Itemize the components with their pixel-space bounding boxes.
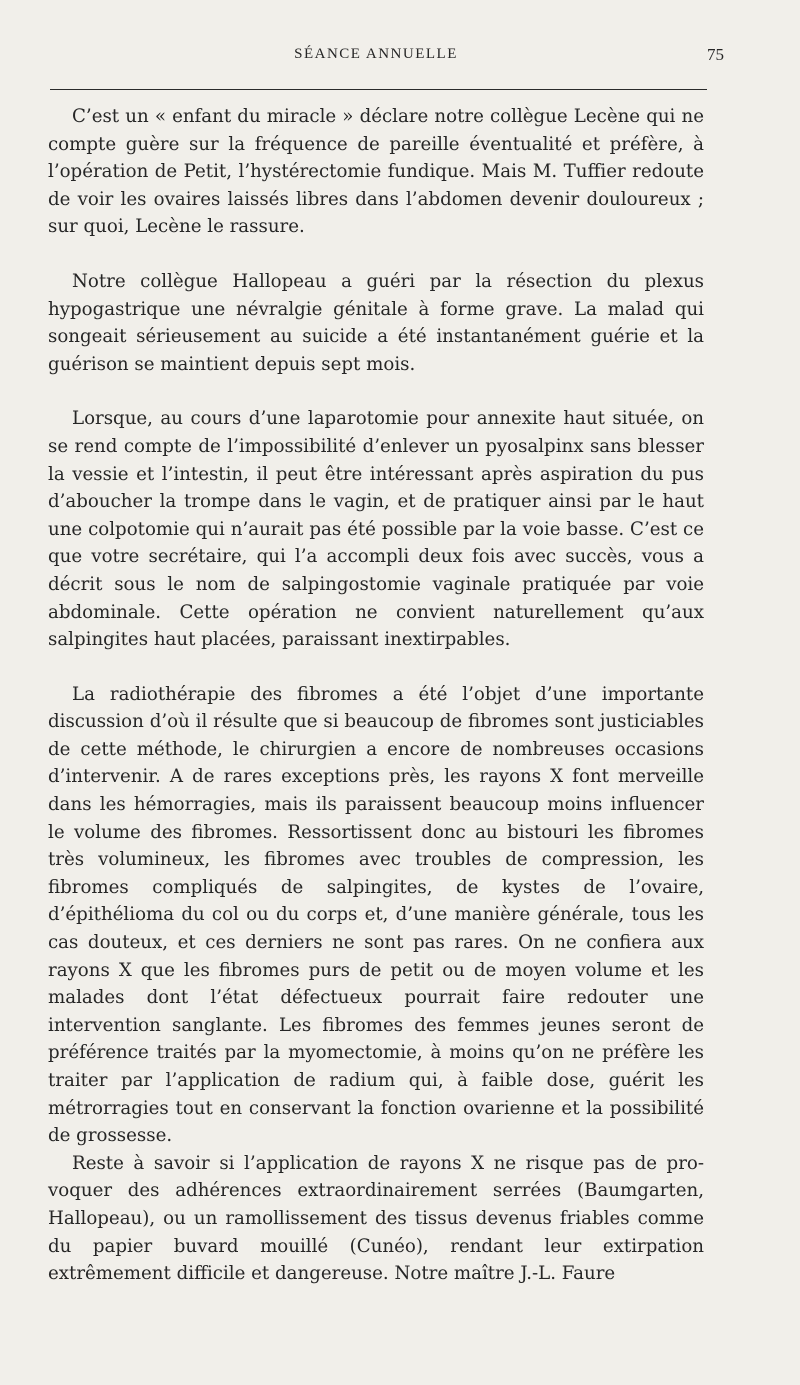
page-number: 75 (707, 45, 724, 64)
paragraph-radiotherapie: La radiothérapie des fibromes a été l’objet d’une importante discussion d’où il résulte que si beaucoup de fibromes sont justiciables de cette méthode, le chirurgien a encore de nombreuses occasions d’intervenir. A de rares exceptions près, les rayons X font merveille dans les hémorragies, mais ils paraissent beaucoup moins influencer le volume des fibromes. Ressortissent donc au bistouri les fibromes très volumineux, les fibromes avec troubles de compression, les fibromes compliqués de salpingites, de kystes de l’ovaire, d’épithélioma du col ou du corps et, d’une manière générale, tous les cas douteux, et ces derniers ne sont pas rares. On ne confiera aux rayons X que les fibromes purs de petit ou de moyen volume et les malades dont l’état défectueux pourrait faire redouter une intervention sanglante. Les fibromes des femmes jeunes seront de préférence traités par la myomectomie, à moins qu’on ne préfère les traiter par l’application de radium qui, à faible dose, guérit les métrorragies tout en conservant la fonction ovarienne et la possibilité de grossesse. (48, 683, 704, 1147)
header-rule (50, 89, 707, 90)
running-title: SÉANCE ANNUELLE (294, 46, 458, 62)
paragraph-rayons-x: Reste à savoir si l’application de rayons X ne risque pas de provoquer des adhérences extraordinairement serrées (Baumgarten, Hallopeau), ou un ramollissement des tissus devenus friables comme du papier buvard mouillé (Cunéo), rendant leur extirpation extrêmement difficile et dangereuse. Notre maître J.-L. Faure (48, 1152, 704, 1285)
page-header (48, 45, 724, 74)
body-text (48, 103, 704, 1288)
paragraph-salpingostomie: Lorsque, au cours d’une laparotomie pour annexite haut située, on se rend compte de l’impossibilité d’enlever un pyosalpinx sans blesser la vessie et l’intestin, il peut être intéressant après aspiration du pus d’aboucher la trompe dans le vagin, et de pratiquer ainsi par le haut une colpotomie qui n’aurait pas été possible par la voie basse. C’est ce que votre secrétaire, qui l’a accompli deux fois avec succès, vous a décrit sous le nom de salpingostomie vaginale pratiquée par voie abdominale. Cette opération ne convient naturellement qu’aux salpingites haut placées, paraissant inextirpables. (48, 408, 704, 651)
paragraph-hallopeau: Notre collègue Hallopeau a guéri par la résection du plexus hypogastrique une névralgie génitale à forme grave. La malad qui songeait sérieusement au suicide a été instantanément guérie et la guérison se maintient depuis sept mois. (48, 270, 704, 375)
paragraph-lecene: C’est un « enfant du miracle » déclare notre collègue Lecène qui ne compte guère sur la fréquence de pareille éventualité et préfère, à l’opération de Petit, l’hystérectomie fundique. Mais M. Tuffier redoute de voir les ovaires laissés libres dans l’abdomen devenir douloureux ; sur quoi, Lecène le rassure. (48, 106, 704, 238)
